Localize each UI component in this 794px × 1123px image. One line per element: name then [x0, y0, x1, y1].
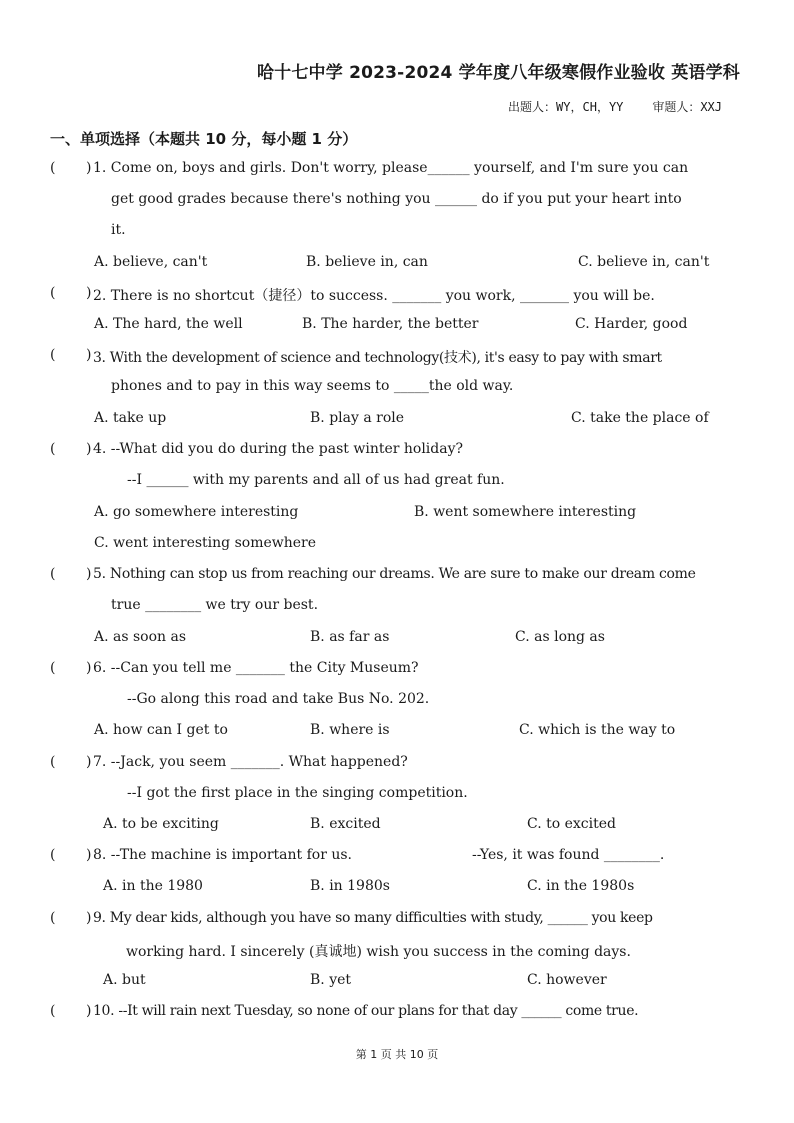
question-stem: 1. Come on, boys and girls. Don't worry, please______ yourself, and I'm sure you can [93, 160, 689, 176]
question-continuation: get good grades because there's nothing you ______ do if you put your heart into [111, 191, 682, 207]
option-c: C. take the place of [571, 410, 709, 426]
option-b: B. believe in, can [306, 254, 428, 270]
option-b: B. as far as [310, 629, 390, 645]
option-b: B. yet [310, 972, 352, 988]
answer-paren-open: ( [50, 1003, 56, 1019]
option-c: C. believe in, can't [578, 254, 710, 270]
answer-paren-open: ( [50, 285, 56, 301]
question-stem: 10. --It will rain next Tuesday, so none of our plans for that day ______ come true. [93, 1003, 639, 1019]
answer-paren-close: ) [86, 754, 92, 770]
answer-paren-open: ( [50, 441, 56, 457]
question-stem-right: --Yes, it was found ________. [472, 847, 665, 863]
option-a: A. how can I get to [94, 722, 228, 738]
question-stem: 3. With the development of science and technology(技术), it's easy to pay with smart [93, 350, 662, 366]
question-continuation: phones and to pay in this way seems to _____the old way. [111, 378, 514, 394]
answer-paren-close: ) [86, 910, 92, 926]
answer-paren-close: ) [86, 847, 92, 863]
option-b: B. play a role [310, 410, 405, 426]
option-a: A. to be exciting [103, 816, 219, 832]
option-a: A. in the 1980 [103, 878, 203, 894]
option-a: A. as soon as [94, 629, 187, 645]
question-continuation: true ________ we try our best. [111, 597, 319, 613]
question-stem: 7. --Jack, you seem _______. What happened? [93, 754, 408, 770]
question-continuation: working hard. I sincerely (真诚地) wish you success in the coming days. [126, 944, 631, 960]
question-continuation: --Go along this road and take Bus No. 202. [127, 691, 430, 707]
answer-paren-close: ) [86, 1003, 92, 1019]
option-a: A. The hard, the well [94, 316, 243, 332]
answer-paren-close: ) [86, 566, 92, 582]
option-b: B. went somewhere interesting [414, 504, 637, 520]
option-c: C. went interesting somewhere [94, 535, 317, 551]
option-c: C. however [527, 972, 607, 988]
option-c: C. in the 1980s [527, 878, 635, 894]
answer-paren-close: ) [86, 285, 92, 301]
option-b: B. The harder, the better [302, 316, 479, 332]
reviewer-label: 审题人：XXJ [652, 100, 722, 114]
question-stem: 6. --Can you tell me _______ the City Museum? [93, 660, 419, 676]
question-continuation: --I got the first place in the singing competition. [127, 785, 468, 801]
answer-paren-close: ) [86, 160, 92, 176]
question-stem: 5. Nothing can stop us from reaching our dreams. We are sure to make our dream come [93, 566, 696, 582]
question-continuation: it. [111, 222, 126, 238]
answer-paren-open: ( [50, 347, 56, 363]
answer-paren-close: ) [86, 347, 92, 363]
option-c: C. which is the way to [519, 722, 676, 738]
answer-paren-open: ( [50, 160, 56, 176]
question-stem: 2. There is no shortcut（捷径）to success. _______ you work, _______ you will be. [93, 288, 655, 304]
question-continuation: --I ______ with my parents and all of us had great fun. [127, 472, 505, 488]
option-a: A. go somewhere interesting [94, 504, 299, 520]
answer-paren-open: ( [50, 660, 56, 676]
answer-paren-close: ) [86, 660, 92, 676]
setter-label: 出题人：WY，CH，YY [508, 100, 624, 114]
author-line [508, 98, 722, 115]
section-title: 一、单项选择（本题共 10 分，每小题 1 分） [50, 130, 358, 148]
answer-paren-open: ( [50, 566, 56, 582]
question-stem: 8. --The machine is important for us. [93, 847, 352, 863]
page-title: 哈十七中学 2023-2024 学年度八年级寒假作业验收 英语学科 [256, 63, 740, 83]
option-a: A. take up [94, 410, 167, 426]
option-a: A. but [103, 972, 146, 988]
question-stem: 4. --What did you do during the past winter holiday? [93, 441, 464, 457]
question-stem: 9. My dear kids, although you have so many difficulties with study, ______ you keep [93, 910, 653, 926]
option-b: B. where is [310, 722, 390, 738]
option-b: B. excited [310, 816, 381, 832]
option-c: C. Harder, good [575, 316, 688, 332]
page-footer: 第 1 页 共 10 页 [355, 1048, 439, 1061]
option-a: A. believe, can't [94, 254, 208, 270]
option-b: B. in 1980s [310, 878, 390, 894]
answer-paren-open: ( [50, 847, 56, 863]
option-c: C. as long as [515, 629, 605, 645]
answer-paren-open: ( [50, 910, 56, 926]
answer-paren-open: ( [50, 754, 56, 770]
option-c: C. to excited [527, 816, 616, 832]
answer-paren-close: ) [86, 441, 92, 457]
